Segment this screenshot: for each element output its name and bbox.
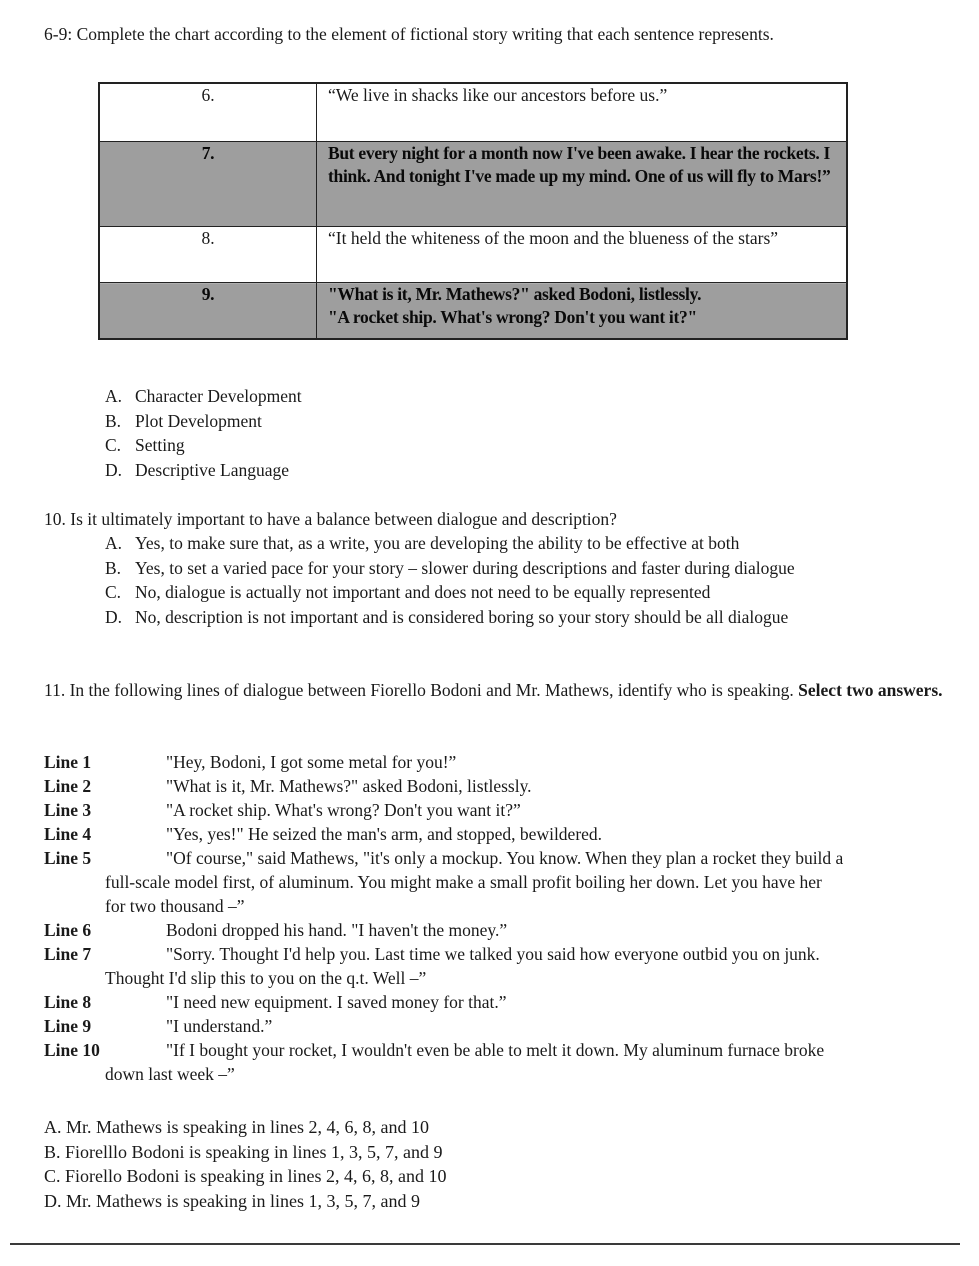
option-text: Plot Development: [135, 410, 262, 431]
question-6-9-prompt: 6-9: Complete the chart according to the element of fictional story writing that each sentence represents.: [44, 24, 774, 44]
row-sentence: “We live in shacks like our ancestors before us.”: [317, 83, 848, 142]
option-text: Yes, to set a varied pace for your story – slower during descriptions and faster during dialogue: [135, 557, 795, 578]
row-sentence: But every night for a month now I've been awake. I hear the rockets. I think. And tonight I've made up my mind. One of us will fly to Mars!”: [317, 142, 848, 227]
line-label: Line 10: [44, 1040, 100, 1060]
option-item[interactable]: [44, 1189, 447, 1214]
line-label: Line 5: [44, 848, 92, 868]
line-label: Line 1: [44, 752, 92, 772]
prompt-text: 11. In the following lines of dialogue between Fiorello Bodoni and Mr. Mathews, identify who is speaking.: [44, 680, 794, 700]
dialogue-line: [44, 1038, 944, 1086]
option-item[interactable]: [105, 605, 795, 630]
option-item[interactable]: [105, 458, 302, 483]
line-label: Line 8: [44, 992, 92, 1012]
option-text: Mr. Mathews is speaking in lines 2, 4, 6, 8, and 10: [66, 1117, 429, 1137]
line-text: "I understand.”: [166, 1016, 273, 1036]
dialogue-line: [44, 750, 944, 774]
line-text: Bodoni dropped his hand. "I haven't the money.”: [166, 920, 508, 940]
option-item[interactable]: [105, 580, 795, 605]
line-label: Line 6: [44, 920, 92, 940]
dialogue-line: [44, 1014, 944, 1038]
line-label: Line 9: [44, 1016, 92, 1036]
dialogue-line: [44, 798, 944, 822]
line-continuation: for two thousand –”: [105, 896, 245, 916]
sentence-line: "A rocket ship. What's wrong? Don't you want it?": [328, 307, 697, 327]
option-text: Character Development: [135, 386, 302, 406]
chart-row: [99, 142, 847, 227]
line-label: Line 7: [44, 944, 92, 964]
story-element-options: [105, 384, 302, 482]
question-11-prompt: [44, 678, 954, 702]
line-text: "Hey, Bodoni, I got some metal for you!”: [166, 752, 457, 772]
option-letter: C.: [105, 582, 122, 602]
dialogue-line: [44, 822, 944, 846]
option-item[interactable]: [105, 531, 795, 556]
chart-row: [99, 227, 847, 283]
option-text: Yes, to make sure that, as a write, you are developing the ability to be effective at both: [135, 533, 740, 553]
row-number: 9.: [99, 283, 317, 340]
option-letter: D.: [105, 459, 123, 480]
line-label: Line 4: [44, 824, 92, 844]
option-item[interactable]: [44, 1140, 447, 1165]
chart-row: [99, 283, 847, 340]
line-continuation: Thought I'd slip this to you on the q.t. Well –”: [105, 968, 427, 988]
option-letter: B.: [105, 557, 122, 578]
option-letter: A.: [44, 1117, 62, 1137]
row-number: 7.: [99, 142, 317, 227]
dialogue-line: [44, 846, 944, 918]
dialogue-line: [44, 918, 944, 942]
line-text: "If I bought your rocket, I wouldn't even be able to melt it down. My aluminum furnace broke: [166, 1040, 825, 1060]
line-continuation: full-scale model first, of aluminum. You might make a small profit boiling her down. Let you have her: [105, 872, 822, 892]
line-label: Line 2: [44, 776, 92, 796]
line-text: "I need new equipment. I saved money for that.”: [166, 992, 507, 1012]
dialogue-line: [44, 990, 944, 1014]
question-11-options: [44, 1115, 447, 1213]
option-item[interactable]: [105, 556, 795, 581]
line-continuation: down last week –”: [105, 1064, 235, 1084]
sentence-line: "What is it, Mr. Mathews?" asked Bodoni, listlessly.: [328, 284, 702, 304]
option-letter: C.: [44, 1166, 61, 1186]
question-10-options: [105, 531, 795, 629]
line-text: "A rocket ship. What's wrong? Don't you want it?”: [166, 800, 521, 820]
option-text: Mr. Mathews is speaking in lines 1, 3, 5, 7, and 9: [66, 1190, 420, 1211]
option-letter: C.: [105, 435, 122, 455]
row-sentence: “It held the whiteness of the moon and the blueness of the stars”: [317, 227, 848, 283]
option-item[interactable]: [44, 1164, 447, 1189]
option-item[interactable]: [44, 1115, 447, 1140]
row-number: 8.: [99, 227, 317, 283]
option-item[interactable]: [105, 409, 302, 434]
option-letter: A.: [105, 386, 123, 406]
line-text: "Yes, yes!" He seized the man's arm, and stopped, bewildered.: [166, 824, 603, 844]
dialogue-line: [44, 942, 944, 990]
option-letter: A.: [105, 533, 123, 553]
row-number: 6.: [99, 83, 317, 142]
bottom-divider: [10, 1243, 960, 1245]
row-sentence: [317, 283, 848, 340]
option-text: Setting: [135, 435, 185, 455]
dialogue-lines: [44, 750, 944, 1086]
option-text: Fiorello Bodoni is speaking in lines 2, 4, 6, 8, and 10: [65, 1166, 447, 1186]
option-text: No, dialogue is actually not important and does not need to be equally represented: [135, 582, 711, 602]
line-text: "Sorry. Thought I'd help you. Last time we talked you said how everyone outbid you on junk.: [166, 944, 820, 964]
option-letter: B.: [105, 410, 122, 431]
line-text: "Of course," said Mathews, "it's only a mockup. You know. When they plan a rocket they build a: [166, 848, 844, 868]
option-item[interactable]: [105, 384, 302, 409]
option-item[interactable]: [105, 433, 302, 458]
question-10-prompt: 10. Is it ultimately important to have a balance between dialogue and description?: [44, 509, 617, 529]
option-text: No, description is not important and is considered boring so your story should be all dialogue: [135, 606, 789, 627]
option-letter: D.: [105, 606, 123, 627]
prompt-instruction: Select two answers.: [798, 680, 943, 700]
option-text: Descriptive Language: [135, 459, 290, 480]
option-letter: D.: [44, 1190, 62, 1211]
option-letter: B.: [44, 1141, 61, 1162]
story-elements-chart: [98, 82, 848, 340]
line-text: "What is it, Mr. Mathews?" asked Bodoni, listlessly.: [166, 776, 532, 796]
option-text: Fiorelllo Bodoni is speaking in lines 1, 3, 5, 7, and 9: [65, 1141, 443, 1162]
line-label: Line 3: [44, 800, 92, 820]
dialogue-line: [44, 774, 944, 798]
chart-row: [99, 83, 847, 142]
